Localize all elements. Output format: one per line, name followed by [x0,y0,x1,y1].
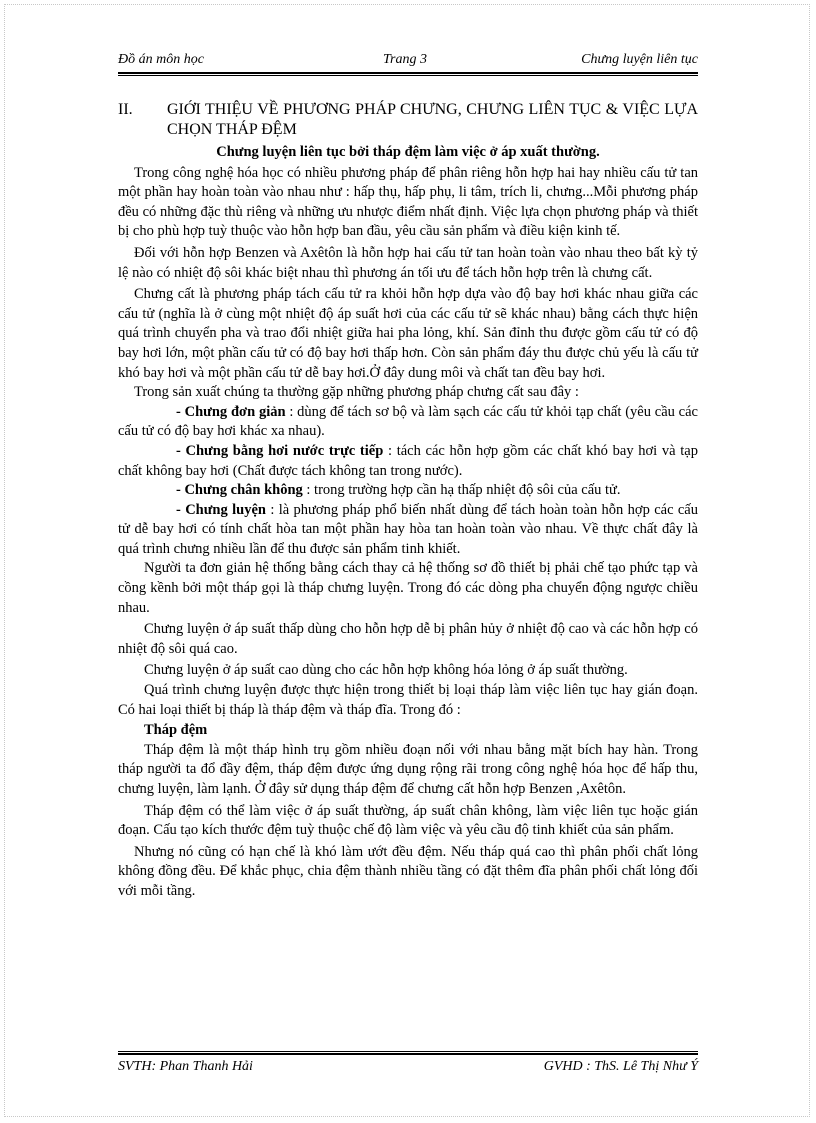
list-item [118,403,698,442]
section-number: II. [118,101,133,118]
page-header [118,52,698,72]
header-topic: Chưng luyện liên tục [581,52,698,67]
paragraph-thap-dem: Tháp đệm là một tháp hình trụ gồm nhiều đoạn nối với nhau bằng mặt bích hay hàn. Trong tháp người ta đổ đầy đệm, tháp đệm được ứng dụng rộng rãi trong công nghệ hóa học để hấp thu, chưng luyện, làm lạnh. Ở đây sử dụng tháp đệm để chưng cất hỗn hợp Benzen ,Axêtôn. [118,741,698,797]
paragraph-chung-cat: Chưng cất là phương pháp tách cấu tử ra khỏi hỗn hợp dựa vào độ bay hơi khác nhau giữa các cấu tử (nghĩa là ở cùng một nhiệt độ áp suất hơi của các cấu tử sẽ khác nhau) bằng cách thực hiện quá trình chuyển pha và trao đổi nhiệt giữa hai pha lỏng, khí. Sản đỉnh thu được gồm cấu tử có độ bay hơi lớn, một phần cấu tử có độ bay hơi thấp hơn. Còn sản phẩm đáy thu được chủ yếu là cấu tử khó bay hơi và một phần cấu tử dễ bay hơi.Ở đây dung môi và chất tan đều bay hơi. [118,286,698,381]
paragraph-intro: Trong công nghệ hóa học có nhiều phương pháp để phân riêng hỗn hợp hai hay nhiều cấu tử tan một phần hay hoàn toàn vào nhau như : hấp thụ, hấp phụ, li tâm, trích li, chưng...Mỗi phương pháp đều có những đặc thù riêng và những ưu nhược điểm nhất định. Việc lựa chọn phương pháp và thiết bị cho phù hợp tuỳ thuộc vào hỗn hợp ban đầu, yêu cầu sản phẩm và điều kiện kinh tế. [118,164,698,240]
list-item-lead: - Chưng bằng hơi nước trực tiếp [176,442,384,459]
paragraph-methods-intro: Trong sản xuất chúng ta thường gặp những phương pháp chưng cất sau đây : [134,384,579,401]
subheading-thap-dem: Tháp đệm [144,722,208,739]
page-footer [118,1059,698,1079]
footer-student: SVTH: Phan Thanh Hải [118,1059,253,1074]
list-item [118,442,698,481]
section-subtitle: Chưng luyện liên tục bởi tháp đệm làm việc ở áp xuất thường. [216,144,600,160]
list-item-text: : dùng để tách sơ bộ và làm sạch các cấu tử khỏi tạp chất (yêu cầu các cấu tử có độ bay hơi khác xa nhau). [118,403,698,440]
footer-rule-thin [118,1051,698,1052]
footer-advisor: GVHD : ThS. Lê Thị Như Ý [543,1059,698,1074]
paragraph-high-pressure: Chưng luyện ở áp suất cao dùng cho các hỗn hợp không hóa lỏng ở áp suất thường. [144,662,628,679]
list-item [118,501,698,560]
header-course: Đồ án môn học [118,52,204,67]
paragraph-limitations: Nhưng nó cũng có hạn chế là khó làm ướt đều đệm. Nếu tháp quá cao thì phân phối chất lỏng không đồng đều. Để khắc phục, chia đệm thành nhiều tầng có đặt thêm đĩa phân phối chất lỏng đối với mỗi tầng. [118,843,698,899]
list-item-lead: - Chưng đơn giản [176,403,286,420]
section-heading [118,100,698,140]
page-content [118,100,698,902]
section-title: GIỚI THIỆU VỀ PHƯƠNG PHÁP CHƯNG, CHƯNG LIÊN TỤC & VIỆC LỰA CHỌN THÁP ĐỆM [167,101,698,138]
paragraph-system: Người ta đơn giản hệ thống bằng cách thay cả hệ thống sơ đồ thiết bị phải chế tạo phức tạp và cồng kềnh bởi một tháp gọi là tháp chưng luyện. Trong đó các dòng pha chuyển động ngược chiều nhau. [118,560,698,616]
list-item-lead: - Chưng luyện [176,501,266,518]
paragraph-thap-dem-conditions: Tháp đệm có thể làm việc ở áp suất thường, áp suất chân không, làm việc liên tục hoặc gián đoạn. Cấu tạo kích thước đệm tuỳ thuộc chế độ làm việc và yêu cầu độ tinh khiết của sản phẩm. [118,802,698,839]
list-item [118,481,698,501]
list-item-text: : là phương pháp phổ biến nhất dùng để tách hoàn toàn hỗn hợp các cấu tử dễ bay hơi có tính chất hòa tan một phần hay hòa tan hoàn toàn vào nhau. Về thực chất đây là quá trình chưng nhiều lần để thu được sản phẩm tinh khiết. [118,501,698,557]
paragraph-process: Quá trình chưng luyện được thực hiện trong thiết bị loại tháp làm việc liên tục hay gián đoạn. Có hai loại thiết bị tháp là tháp đệm và tháp đĩa. Trong đó : [118,682,698,718]
header-page-number: Trang 3 [383,52,427,67]
list-item-lead: - Chưng chân không [176,482,303,499]
paragraph-benzen-axeton: Đối với hỗn hợp Benzen và Axêtôn là hỗn hợp hai cấu tử tan hoàn toàn vào nhau theo bất kỳ tỷ lệ nào có nhiệt độ sôi khác biệt nhau thì phương án tối ưu để tách hỗn hợp trên là chưng cất. [118,244,698,281]
paragraph-low-pressure: Chưng luyện ở áp suất thấp dùng cho hỗn hợp dễ bị phân hủy ở nhiệt độ cao và các hỗn hợp có nhiệt độ sôi quá cao. [118,621,698,657]
list-item-text: : tách các hỗn hợp gồm các chất khó bay hơi và tạp chất không bay hơi (Chất được tách không tan trong nước). [118,442,698,479]
header-rule-thin [118,75,698,76]
footer-rule [118,1053,698,1055]
header-rule [118,72,698,74]
list-item-text: : trong trường hợp cần hạ thấp nhiệt độ sôi của cấu tử. [302,482,621,499]
